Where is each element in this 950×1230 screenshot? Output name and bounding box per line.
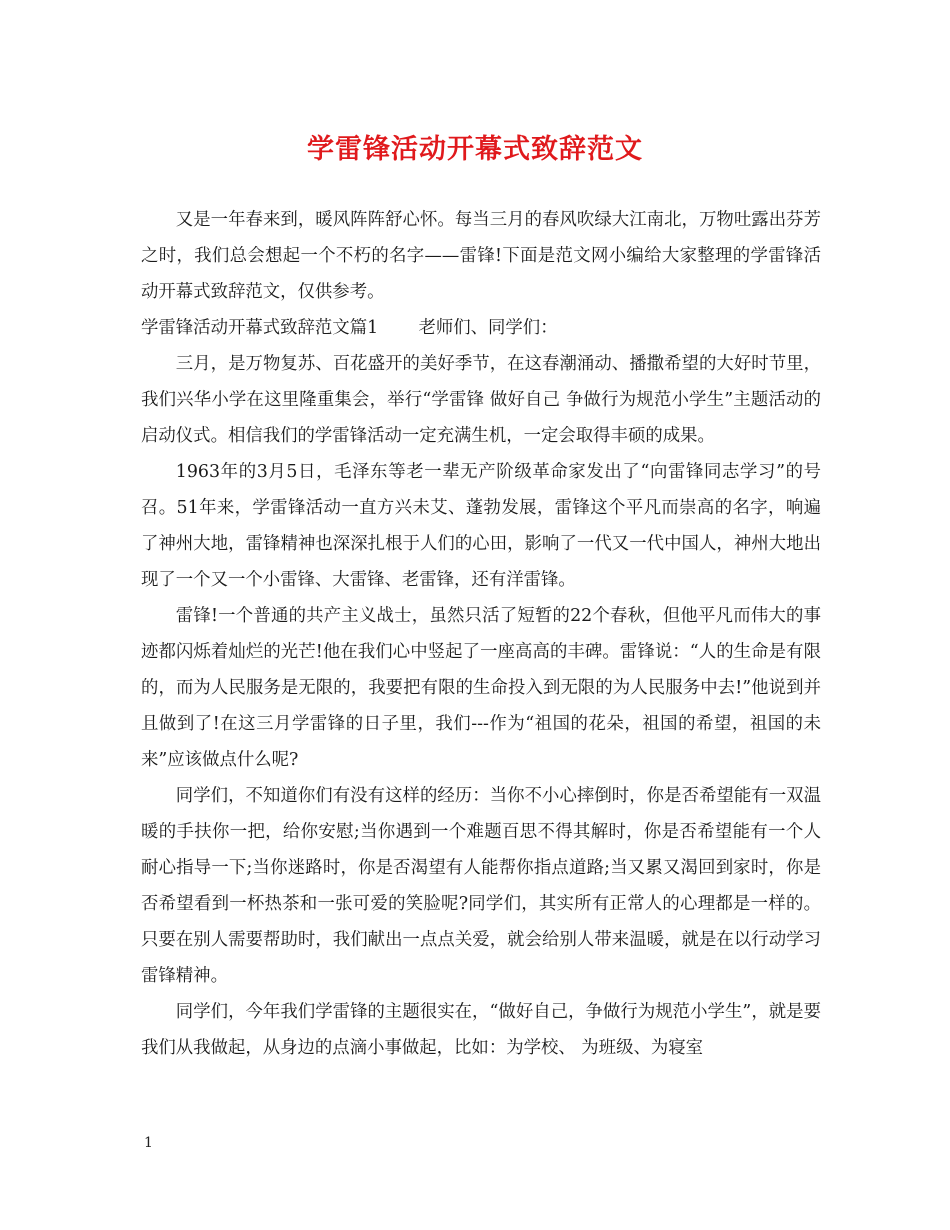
body-paragraph: 1963年的3月5日，毛泽东等老一辈无产阶级革命家发出了“向雷锋同志学习”的号召。51年来，学雷锋活动一直方兴未艾、蓬勃发展，雷锋这个平凡而崇高的名字，响遍了神州大地，雷锋精神也深深扎根于人们的心田，影响了一代又一代中国人，神州大地出现了一个又一个小雷锋、大雷锋、老雷锋，还有洋雷锋。 <box>141 462 821 590</box>
section-heading: 学雷锋活动开幕式致辞范文篇1 老师们、同学们： <box>141 318 558 338</box>
document-title: 学雷锋活动开幕式致辞范文 <box>307 134 643 165</box>
document-body <box>141 202 821 1066</box>
body-paragraph: 同学们，不知道你们有没有这样的经历：当你不小心摔倒时，你是否希望能有一双温暖的手扶你一把，给你安慰;当你遇到一个难题百思不得其解时，你是否希望能有一个人耐心指导一下;当你迷路时，你是否渴望有人能帮你指点道路;当又累又渴回到家时，你是否希望看到一杯热茶和一张可爱的笑脸呢?同学们，其实所有正常人的心理都是一样的。只要在别人需要帮助时，我们献出一点点关爱，就会给别人带来温暖，就是在以行动学习雷锋精神。 <box>141 786 821 986</box>
body-paragraph: 三月，是万物复苏、百花盛开的美好季节，在这春潮涌动、播撒希望的大好时节里，我们兴华小学在这里隆重集会，举行“学雷锋 做好自己 争做行为规范小学生”主题活动的启动仪式。相信我们的学雷锋活动一定充满生机，一定会取得丰硕的成果。 <box>141 354 821 446</box>
page-number: 1 <box>144 1135 153 1151</box>
body-paragraph: 同学们，今年我们学雷锋的主题很实在，“做好自己，争做行为规范小学生”，就是要我们从我做起，从身边的点滴小事做起，比如：为学校、 为班级、为寝室 <box>141 1002 821 1058</box>
body-paragraph: 雷锋!一个普通的共产主义战士，虽然只活了短暂的22个春秋，但他平凡而伟大的事迹都闪烁着灿烂的光芒!他在我们心中竖起了一座高高的丰碑。雷锋说：“人的生命是有限的，而为人民服务是无限的，我要把有限的生命投入到无限的为人民服务中去!”他说到并且做到了!在这三月学雷锋的日子里，我们---作为“祖国的花朵，祖国的希望，祖国的未来”应该做点什么呢? <box>141 606 821 770</box>
intro-paragraph: 又是一年春来到，暖风阵阵舒心怀。每当三月的春风吹绿大江南北，万物吐露出芬芳之时，我们总会想起一个不朽的名字——雷锋!下面是范文网小编给大家整理的学雷锋活动开幕式致辞范文，仅供参考。 <box>141 210 821 302</box>
